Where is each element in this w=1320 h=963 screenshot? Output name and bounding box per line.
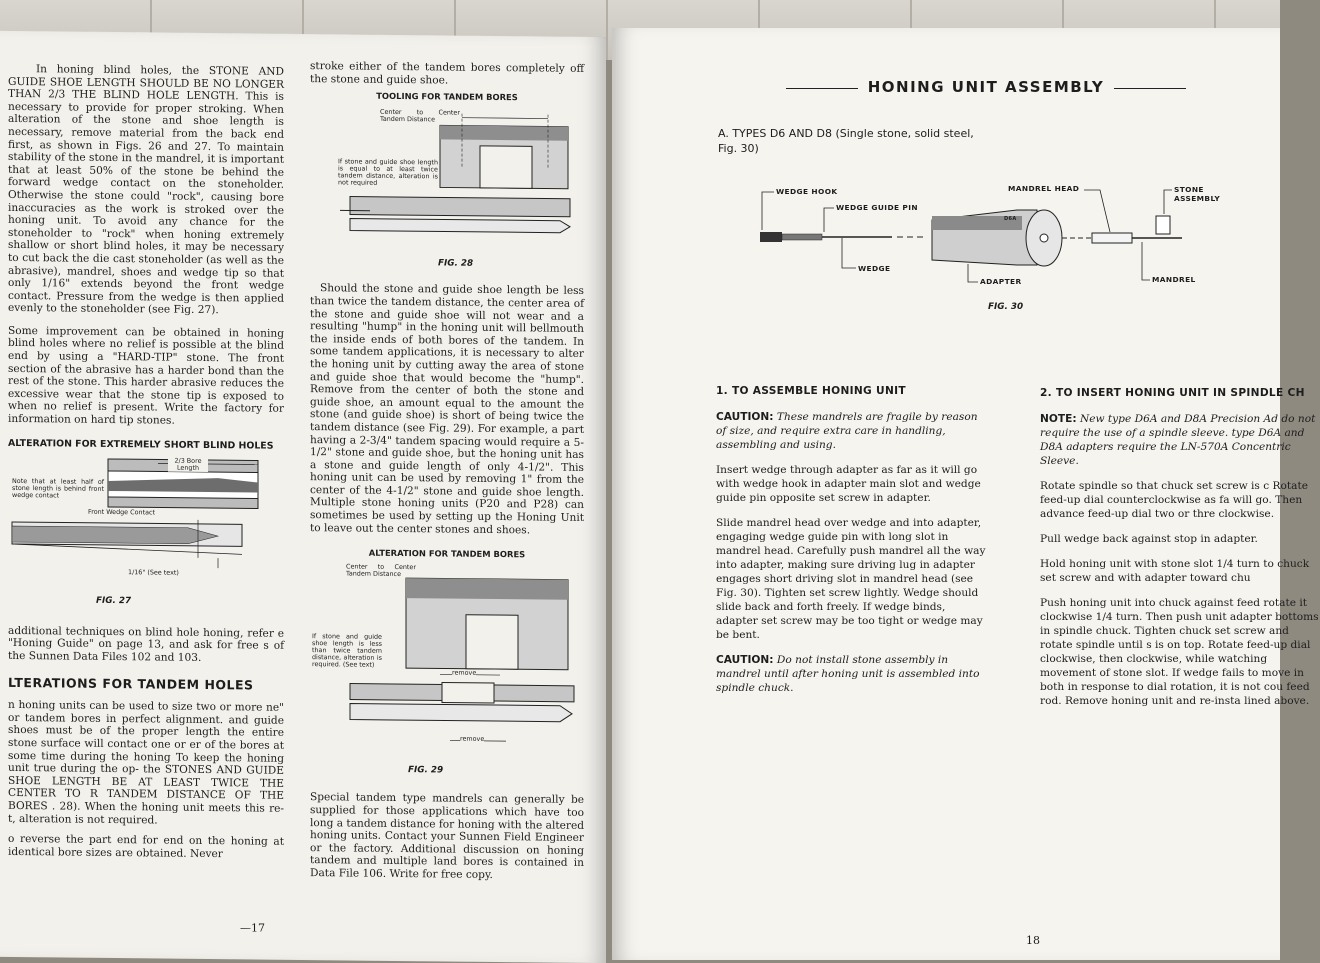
fig30-diagram <box>752 180 1252 290</box>
fig28-caption: FIG. 28 <box>438 257 584 271</box>
step2-clip <box>1040 386 1280 786</box>
fig27-title: ALTERATION FOR EXTREMELY SHORT BLIND HOLES <box>8 438 284 453</box>
step2-heading: 2. TO INSERT HONING UNIT IN SPINDLE CH <box>1040 386 1320 400</box>
fig27-bore-length: 2/3 Bore Length <box>168 458 208 472</box>
fig29-diagram <box>310 563 584 766</box>
label-d6a: D6A <box>1004 216 1017 222</box>
hold-unit-paragraph: Hold honing unit with stone slot 1/4 turn to chuck set screw and with adapter toward chu <box>1040 557 1320 585</box>
fig27-diagram <box>8 456 284 597</box>
label-mandrel: MANDREL <box>1152 275 1196 284</box>
caution1-label: CAUTION: <box>716 411 774 423</box>
pull-wedge-paragraph: Pull wedge back against stop in adapter. <box>1040 532 1320 546</box>
fig29-remove-bottom: remove <box>460 735 484 742</box>
label-wedge: WEDGE <box>858 264 890 273</box>
fig30-caption: FIG. 30 <box>988 302 1023 312</box>
page-number-17: —17 <box>240 921 265 934</box>
step1-column <box>716 384 990 706</box>
label-stone-assembly: STONE ASSEMBLY <box>1174 185 1252 203</box>
caution2 <box>716 653 990 695</box>
stroke-paragraph: stroke either of the tandem bores completely off the stone and guide shoe. <box>310 60 584 88</box>
label-adapter: ADAPTER <box>980 277 1022 286</box>
fig29-title: ALTERATION FOR TANDEM BORES <box>310 546 584 561</box>
label-wedge-guide-pin: WEDGE GUIDE PIN <box>836 203 918 212</box>
fig29-center-distance: Center to Center Tandem Distance <box>346 563 416 578</box>
fig28-title: TOOLING FOR TANDEM BORES <box>310 89 584 104</box>
slide-mandrel-paragraph: Slide mandrel head over wedge and into adapter, engaging wedge guide pin with long slot in mandrel head. Carefully push mandrel all the way into adapter, making sure driving lug in adapter engages short driving slot in mandrel head (see Fig. 30). Tighten set screw lightly. Wedge should slide back and forth freely. If wedge binds, adapter set screw may be too tight or wedge may be bent. <box>716 516 990 642</box>
push-unit-paragraph: Push honing unit into chuck against feed rotate it clockwise 1/4 turn. Then push unit adapter bottoms in spindle chuck. Tighten chuck set screw and rotate spindle until s is on top. Rotate feed-up dial clockwise, then clockwise, while watching movement of stone slot. If wedge fails to move in both in response to dial rotation, it is not cou feed rod. Remove honing unit and re-insta lined above. <box>1040 596 1320 708</box>
fig27-note: Note that at least half of stone length is behind front wedge contact <box>12 478 104 500</box>
fig28-note: If stone and guide shoe length is equal to at least twice tandem distance, alteration is not required <box>338 158 438 187</box>
caution1-text: These mandrels are fragile by reason of size, and require extra care in handling, assembling and using. <box>716 411 978 451</box>
note-text: New type D6A and D8A Precision Ad do not require the use of a spindle sleeve. type D6A and D8A adapters require the LN-570A Concentric Sleeve. <box>1040 413 1315 467</box>
section-a-heading: A. TYPES D6 AND D8 (Single stone, solid steel, Fig. 30) <box>718 126 988 156</box>
hard-tip-paragraph: Some improvement can be obtained in honing blind holes where no relief is possible at the blind end by using a "HARD-TIP" stone. The front section of the abrasive has a harder bond than the rest of the stone. This harder abrasive reduces the excessive wear that the stone tip is exposed to when no relief is present. Write the factory for information on hard tip stones. <box>8 325 284 429</box>
tandem-holes-heading: LTERATIONS FOR TANDEM HOLES <box>8 677 284 692</box>
fig29-caption: FIG. 29 <box>408 764 584 778</box>
caution1 <box>716 410 990 452</box>
caution2-text: Do not install stone assembly in mandrel until after honing unit is assembled into spindle chuck. <box>716 654 979 694</box>
left-column-1 <box>8 63 284 869</box>
note <box>1040 412 1320 468</box>
blind-holes-paragraph: In honing blind holes, the STONE AND GUIDE SHOE LENGTH SHOULD BE NO LONGER THAN 2/3 THE BLIND HOLE LENGTH. This is necessary to provide for proper stroking. When alteration of the stone and shoe length is necessary, remove material from the back end first, as shown in Figs. 26 and 27. To maintain stability of the stone in the mandrel, it is important that at least 50% of the stone be behind the forward wedge contact on the stoneholder. Otherwise the stone could "rock", causing bore inaccuracies as the work is stroked over the honing unit. To avoid any chance for the stoneholder to "rock" when honing extremely shallow or short blind holes, it may be necessary to cut back the die cast stoneholder (as well as the abrasive), mandrel, shoes and wedge tip so that only 1/16" extends beyond the front wedge contact. Pressure from the wedge is then applied evenly to the stoneholder (see Fig. 27). <box>8 63 284 318</box>
fig29-remove-top: remove <box>452 669 476 676</box>
label-mandrel-head: MANDREL HEAD <box>1008 184 1079 193</box>
fig29-note: If stone and guide shoe length is less than twice tandem distance, alteration is required. (See text) <box>312 633 382 669</box>
fig27-sixteenth: 1/16" (See text) <box>128 569 208 577</box>
note-label: NOTE: <box>1040 413 1077 425</box>
reverse-part-paragraph: o reverse the part end for end on the honing at identical bore sizes are obtained. Never <box>8 833 284 861</box>
fig27-caption: FIG. 27 <box>96 595 284 610</box>
label-wedge-hook: WEDGE HOOK <box>776 187 838 196</box>
page-number-18: 18 <box>1026 934 1040 947</box>
fig27-drawing <box>8 456 270 579</box>
hump-paragraph: Should the stone and guide shoe length be less than twice the tandem distance, the center area of the stone and guide shoe will not wear and a resulting "hump" in the honing unit will bellmouth the inside ends of both bores of the tandem. In some tandem applications, it is necessary to alter the honing unit by cutting away the area of stone and guide shoe that would become the "hump". Remove from the center of both the stone and guide shoe, an amount equal to the amount the stone (and guide shoe) is short of being twice the tandem distance (see Fig. 29). For example, a part having a 2-3/4" tandem spacing would require a 5-1/2" stone and guide shoe, but the honing unit has a stone and guide length of only 4-1/2". This honing unit can be used by removing 1" from the center of the 4-1/2" stone and guide shoe length. Multiple stone honing units (P20 and P28) can sometimes be used by setting up the Honing Unit to leave out the center stones and shoes. <box>310 282 584 537</box>
insert-wedge-paragraph: Insert wedge through adapter as far as it will go with wedge hook in adapter main slot and wedge guide pin opposite set screw in adapter. <box>716 463 990 505</box>
section-title: HONING UNIT ASSEMBLY <box>786 78 1186 96</box>
step1-heading: 1. TO ASSEMBLE HONING UNIT <box>716 384 990 398</box>
special-mandrels-paragraph: Special tandem type mandrels can generally be supplied for those applications which have too long a tandem distance for honing with the altered honing units. Contact your Sunnen Field Engineer or the factory. Additional discussion on honing tandem and multiple land bores is contained in Data File 106. Write for free copy. <box>310 792 584 883</box>
honing-guide-paragraph: additional techniques on blind hole honing, refer e "Honing Guide" on page 13, and ask for free s of the Sunnen Data Files 102 and 103. <box>8 625 284 666</box>
tandem-holes-paragraph: n honing units can be used to size two or more ne" or tandem bores in perfect alignment. and guide shoes must be of the proper length the entire stone surface will contact one or er of the bores at some time during the honing To keep the honing unit true during the op- the STONES AND GUIDE SHOE LENGTH BE AT LEAST TWICE THE CENTER TO R TANDEM DISTANCE OF THE BORES . 28). When the honing unit meets this re- t, alteration is not required. <box>8 699 284 828</box>
fig27-wedge-contact: Front Wedge Contact <box>88 509 208 517</box>
left-column-2 <box>310 60 584 890</box>
step2-column <box>1040 386 1320 719</box>
left-page <box>0 31 606 963</box>
rotate-spindle-paragraph: Rotate spindle so that chuck set screw is c Rotate feed-up dial counterclockwise as fa will go. Then advance feed-up dial two or thre clockwise. <box>1040 479 1320 521</box>
fig28-diagram <box>310 106 584 259</box>
fig28-center-distance: Center to Center Tandem Distance <box>380 109 460 124</box>
caution2-label: CAUTION: <box>716 654 774 666</box>
